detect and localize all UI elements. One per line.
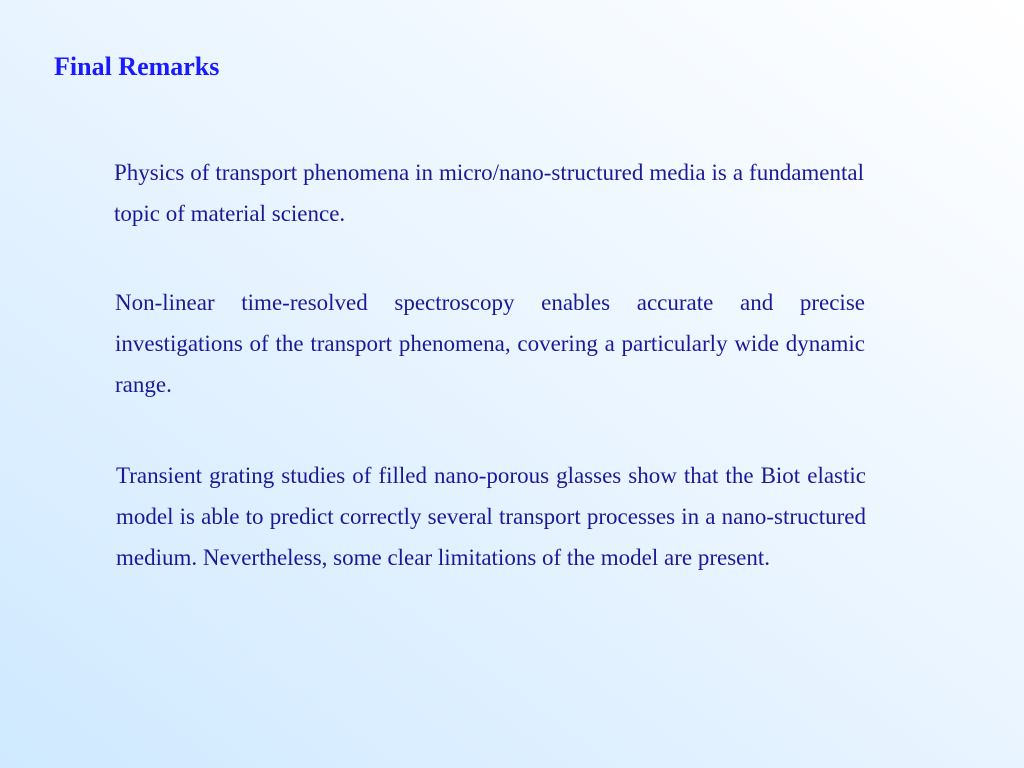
remark-paragraph-1: Physics of transport phenomena in micro/nano-structured media is a fundamental topic of material science. xyxy=(114,160,864,226)
remark-paragraph-3: Transient grating studies of filled nano-porous glasses show that the Biot elastic model is able to predict correctly several transport processes in a nano-structured medium. Nevertheless, some clear limitations of the model are present. xyxy=(116,463,866,570)
remark-paragraph-2: Non-linear time-resolved spectroscopy enables accurate and precise investigations of the transport phenomena, covering a particularly wide dynamic range. xyxy=(115,290,865,397)
slide-title: Final Remarks xyxy=(54,52,220,81)
